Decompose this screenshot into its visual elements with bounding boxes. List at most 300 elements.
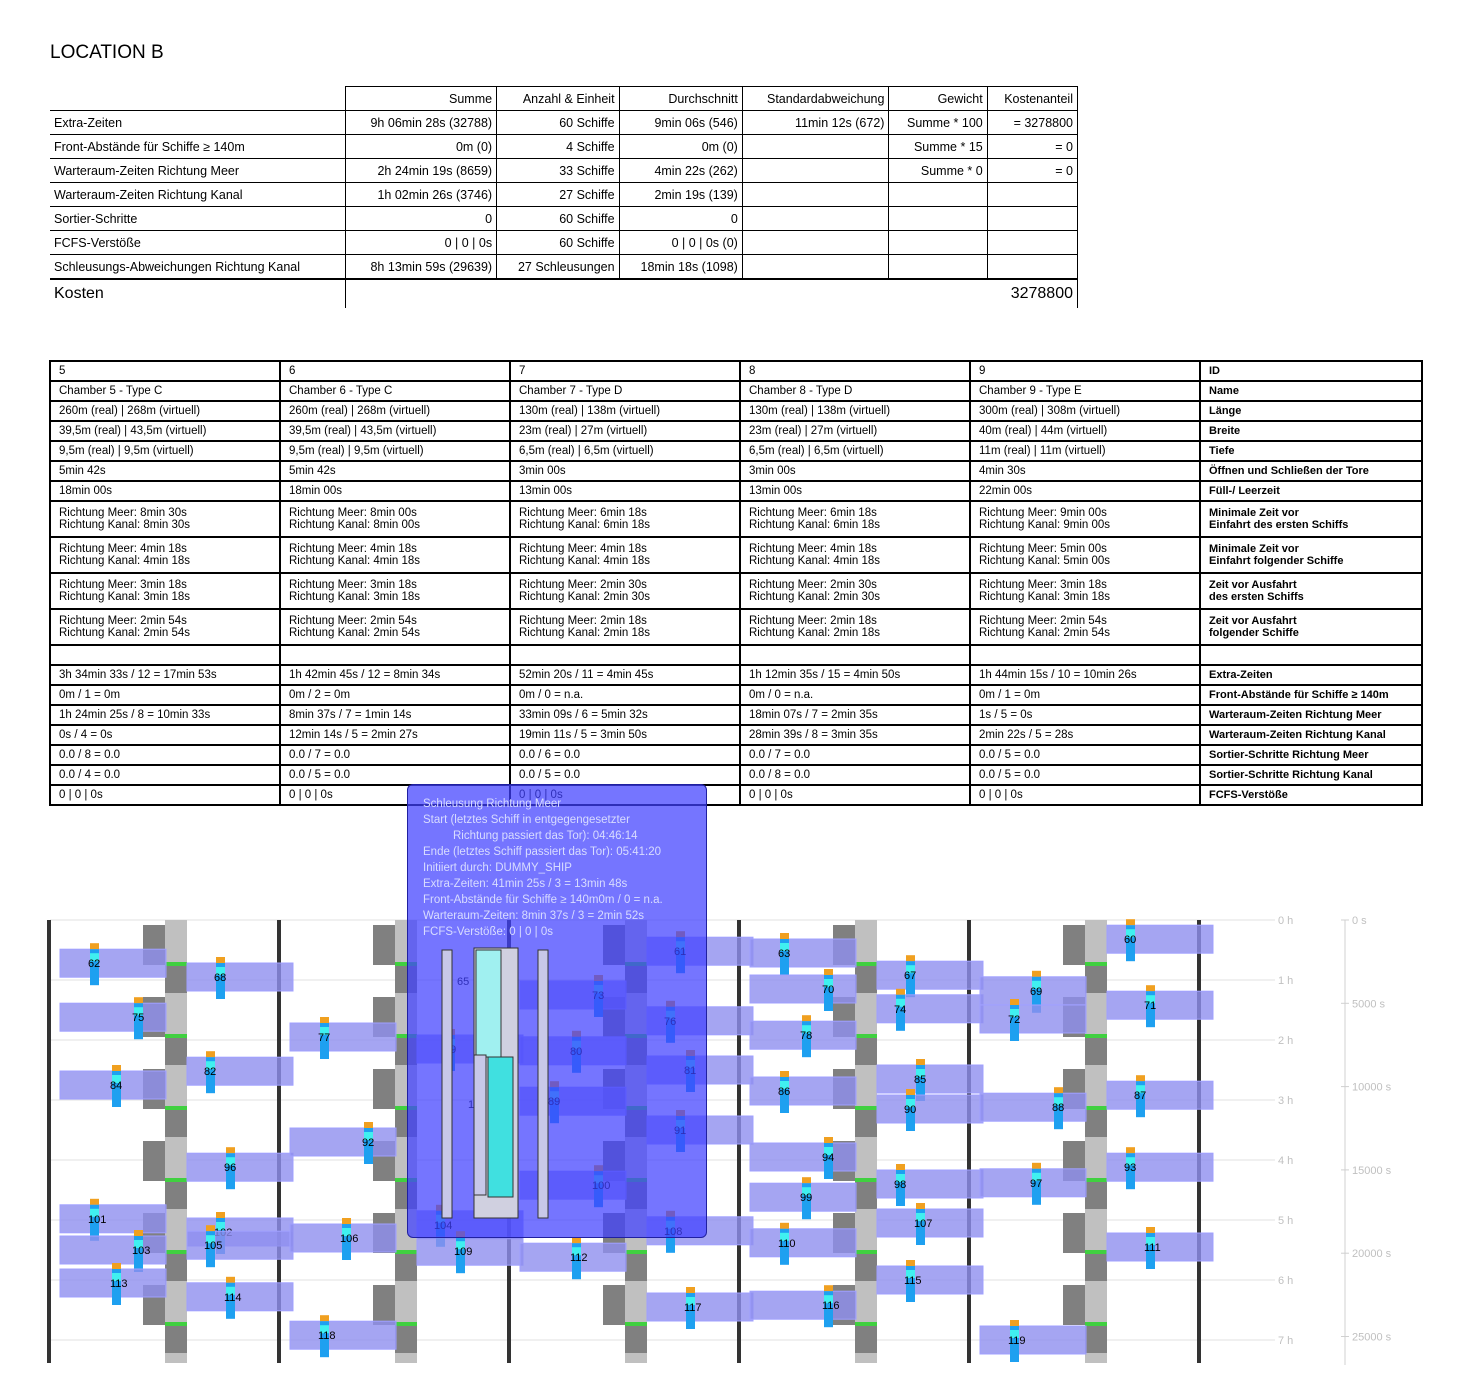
chamber-cell [970, 645, 1200, 665]
chamber-cell: 19min 11s / 5 = 3min 50s [510, 725, 740, 745]
ship-waiting-mark [320, 1315, 329, 1321]
summary-cell: 60 Schiffe [497, 231, 619, 255]
chamber-cell: 130m (real) | 138m (virtuell) [740, 401, 970, 421]
ship-waiting-mark [1010, 1320, 1019, 1326]
ship-lane [877, 961, 983, 989]
lock-green-mark [855, 962, 877, 966]
chamber-cell: 18min 07s / 7 = 2min 35s [740, 705, 970, 725]
ship-id-label: 109 [454, 1246, 473, 1259]
ship-waiting-mark [216, 957, 225, 963]
ship-lane [60, 1205, 166, 1233]
summary-cell: 0 [345, 207, 496, 231]
chamber-divider [1197, 920, 1201, 1363]
chamber-cell: 4min 30s [970, 461, 1200, 481]
seconds-axis-label: 25000 s [1352, 1331, 1392, 1344]
chamber-cell: 22min 00s [970, 481, 1200, 501]
ship-waiting-mark [1146, 985, 1155, 991]
chamber-cell-line: Zeit vor Ausfahrt [1209, 579, 1297, 591]
chamber-cell: 0 | 0 | 0s [280, 785, 510, 805]
lock-green-mark [165, 1178, 187, 1182]
ship-waiting-mark [134, 1230, 143, 1236]
ship-waiting-mark [906, 1260, 915, 1266]
hour-axis-label: 5 h [1278, 1215, 1294, 1227]
chamber-cell-line: Richtung Meer: 6min 18s [749, 507, 877, 519]
ship-lane [877, 1266, 983, 1294]
summary-cell [889, 207, 987, 231]
lock-dark-block [373, 925, 395, 965]
ship-id-label: 97 [1030, 1177, 1043, 1190]
chamber-row-label: FCFS-Verstöße [1200, 785, 1422, 805]
chamber-cell: 9 [970, 361, 1200, 381]
ship-waiting-mark [916, 1059, 925, 1065]
ship-id-label: 119 [1008, 1335, 1026, 1347]
chamber-cell: 28min 39s / 8 = 3min 35s [740, 725, 970, 745]
ship-id-label: 114 [224, 1291, 242, 1304]
chamber-cell-line: Richtung Meer: 3min 18s [59, 579, 187, 591]
chamber-row-label [1200, 537, 1422, 573]
chamber-row-label: Breite [1200, 421, 1422, 441]
lock-green-mark [165, 962, 187, 966]
summary-cell: Schleusungs-Abweichungen Richtung Kanal [50, 255, 345, 280]
chamber-row [50, 745, 1422, 765]
lock-green-mark [625, 1250, 647, 1254]
chamber-cell: 40m (real) | 44m (virtuell) [970, 421, 1200, 441]
tooltip-line: Schleusung Richtung Meer [423, 798, 562, 810]
chamber-cell-line: Richtung Kanal: 5min 00s [979, 555, 1111, 567]
ship-id-label: 96 [224, 1162, 237, 1175]
chamber-cell: 18min 00s [50, 481, 280, 501]
ship-lane [980, 1093, 1086, 1121]
hour-axis-label: 6 h [1278, 1275, 1294, 1287]
chamber-cell: 300m (real) | 308m (virtuell) [970, 401, 1200, 421]
lock-dark-block [1063, 1285, 1085, 1325]
ship-lane [1107, 1153, 1213, 1181]
ship-waiting-mark [112, 1263, 121, 1269]
chamber-cell: 1h 44min 15s / 10 = 10min 26s [970, 665, 1200, 685]
chamber-cell-line: Richtung Kanal: 2min 18s [519, 627, 651, 639]
chamber-cell: 0.0 / 5 = 0.0 [970, 765, 1200, 785]
chamber-row-label: Warteraum-Zeiten Richtung Kanal [1200, 725, 1422, 745]
ship-waiting-mark [1010, 999, 1019, 1005]
ship-lane [750, 939, 856, 967]
summary-cell: Front-Abstände für Schiffe ≥ 140m [50, 135, 345, 159]
summary-header-cell: Anzahl & Einheit [497, 87, 619, 111]
ship-lane [187, 963, 293, 991]
ship-id-label: 87 [1134, 1090, 1147, 1103]
summary-cell: 4min 22s (262) [619, 159, 742, 183]
ship-waiting-mark [1146, 1227, 1155, 1233]
ship-waiting-mark [1054, 1087, 1063, 1093]
chamber-row [50, 765, 1422, 785]
lock-dark-block [1085, 1109, 1107, 1137]
ship-waiting-mark [780, 1223, 789, 1229]
chamber-cell: 23m (real) | 27m (virtuell) [740, 421, 970, 441]
lock-dark-block [165, 1325, 187, 1353]
ship-id-label: 98 [894, 1179, 907, 1191]
ship-waiting-mark [226, 1147, 235, 1153]
chamber-cell-line: Richtung Kanal: 4min 18s [749, 555, 881, 567]
ship-id-label: 93 [1124, 1162, 1137, 1175]
lock-timeline-diagram[interactable] [0, 900, 1470, 1380]
location-title: LOCATION B [50, 42, 164, 63]
summary-header-cell: Durchschnitt [619, 87, 742, 111]
chamber-cell [740, 501, 970, 537]
ship-id-label: 72 [1008, 1014, 1021, 1026]
tooltip-line: Front-Abstände für Schiffe ≥ 140m0m / 0 = n.a. [423, 894, 663, 906]
summary-row [50, 255, 1078, 280]
ship-lane [60, 949, 166, 977]
ship-id-label: 110 [778, 1237, 796, 1250]
chamber-cell: 6,5m (real) | 6,5m (virtuell) [510, 441, 740, 461]
summary-cell: Warteraum-Zeiten Richtung Meer [50, 159, 345, 183]
ship-waiting-mark [226, 1277, 235, 1283]
ship-id-label: 78 [800, 1030, 813, 1043]
summary-cell: 0 [619, 207, 742, 231]
ship-lane [290, 1023, 396, 1051]
ship-id-label: 74 [894, 1003, 907, 1016]
summary-cell: 0 | 0 | 0s (0) [619, 231, 742, 255]
ship-lane [750, 1143, 856, 1171]
summary-row [50, 159, 1078, 183]
ship-id-label: 94 [822, 1152, 835, 1164]
chamber-row [50, 401, 1422, 421]
summary-cell: 33 Schiffe [497, 159, 619, 183]
ship-id-label: 68 [214, 972, 227, 984]
lock-dark-block [165, 965, 187, 993]
chamber-row [50, 537, 1422, 573]
chamber-cell: 18min 00s [280, 481, 510, 501]
tooltip-line: Start (letztes Schiff in entgegengesetzter [423, 814, 630, 826]
summary-cell: 8h 13min 59s (29639) [345, 255, 496, 280]
summary-cell [742, 135, 889, 159]
ship-lane [1107, 1081, 1213, 1109]
chamber-cell: 0.0 / 6 = 0.0 [510, 745, 740, 765]
chamber-cell [50, 501, 280, 537]
ship-waiting-mark [1136, 1075, 1145, 1081]
chamber-cell-line: Richtung Meer: 5min 00s [979, 543, 1107, 555]
chamber-cell: 7 [510, 361, 740, 381]
chamber-divider [47, 920, 51, 1363]
summary-table [50, 86, 1078, 308]
lock-green-mark [1085, 1106, 1107, 1110]
lockage-tooltip [407, 784, 707, 1238]
ship-waiting-mark [686, 1287, 695, 1293]
seconds-axis-label: 20000 s [1352, 1248, 1392, 1261]
chamber-cell: 0.0 / 8 = 0.0 [50, 745, 280, 765]
ship-lane [60, 1003, 166, 1031]
chamber-cell [280, 501, 510, 537]
ship-waiting-mark [206, 1225, 215, 1231]
lock-green-mark [855, 1322, 877, 1326]
summary-cell: 0m (0) [345, 135, 496, 159]
ship-id-label: 117 [684, 1302, 702, 1314]
summary-cell [742, 183, 889, 207]
summary-cell: 9h 06min 28s (32788) [345, 111, 496, 135]
chamber-cell-line: Richtung Kanal: 4min 18s [519, 555, 651, 567]
chamber-cell-line: Richtung Meer: 2min 54s [289, 615, 417, 627]
chamber-cell: 8 [740, 361, 970, 381]
ship-waiting-mark [1032, 971, 1041, 977]
chamber-cell: 1h 12min 35s / 15 = 4min 50s [740, 665, 970, 685]
chamber-cell [280, 609, 510, 645]
chamber-cell: 23m (real) | 27m (virtuell) [510, 421, 740, 441]
chamber-cell-line: des ersten Schiffs [1209, 591, 1304, 603]
summary-cell: 0m (0) [619, 135, 742, 159]
chamber-cell-line: Minimale Zeit vor [1209, 507, 1299, 519]
summary-cell: = 3278800 [987, 111, 1077, 135]
lock-dark-block [855, 1037, 877, 1065]
summary-cell [889, 231, 987, 255]
lock-dark-block [1085, 1325, 1107, 1353]
chamber-cell-line: Richtung Kanal: 9min 00s [979, 519, 1111, 531]
chamber-cell [970, 501, 1200, 537]
chamber-row-label [1200, 609, 1422, 645]
chamber-cell-line: Richtung Meer: 3min 18s [289, 579, 417, 591]
ship-id-label: 118 [318, 1330, 336, 1343]
hour-axis-label: 4 h [1278, 1155, 1294, 1167]
ship-id-label: 84 [110, 1080, 123, 1092]
ship-waiting-mark [90, 1199, 99, 1205]
ship-id-label: 111 [1144, 1242, 1161, 1254]
chamber-cell-line: Richtung Meer: 2min 18s [749, 615, 877, 627]
chamber-cell: 6 [280, 361, 510, 381]
chamber-cell: 6,5m (real) | 6,5m (virtuell) [740, 441, 970, 461]
chamber-cell-line: folgender Schiffe [1209, 627, 1299, 639]
summary-cell [987, 255, 1077, 280]
chamber-cell: 3min 00s [510, 461, 740, 481]
summary-cell: = 0 [987, 135, 1077, 159]
lock-dark-block [165, 1037, 187, 1065]
summary-row [50, 183, 1078, 207]
hour-axis-label: 1 h [1278, 975, 1294, 987]
chamber-cell: 0 | 0 | 0s [740, 785, 970, 805]
chamber-cell: 3h 34min 33s / 12 = 17min 53s [50, 665, 280, 685]
lock-dark-block [1085, 1253, 1107, 1281]
chamber-cell: 0m / 0 = n.a. [510, 685, 740, 705]
ship-waiting-mark [112, 1065, 121, 1071]
lock-green-mark [1085, 1034, 1107, 1038]
chamber-cell [510, 645, 740, 665]
ship-waiting-mark [320, 1017, 329, 1023]
ship-lane [750, 1077, 856, 1105]
ship-lane [980, 1326, 1086, 1354]
chamber-cell: Chamber 9 - Type E [970, 381, 1200, 401]
chamber-cell: 0.0 / 7 = 0.0 [740, 745, 970, 765]
chamber-cell: 130m (real) | 138m (virtuell) [510, 401, 740, 421]
ship-id-label: 99 [800, 1192, 813, 1205]
chamber-row [50, 785, 1422, 805]
summary-cell: 11min 12s (672) [742, 111, 889, 135]
chamber-row [50, 609, 1422, 645]
ship-id-label: 85 [914, 1074, 927, 1086]
chamber-cell-line: Richtung Kanal: 8min 00s [289, 519, 421, 531]
chamber-cell [970, 573, 1200, 609]
lock-dark-block [855, 1253, 877, 1281]
lock-green-mark [1085, 1322, 1107, 1326]
chamber-spacer-row [50, 645, 1422, 665]
summary-row [50, 207, 1078, 231]
hour-axis-label: 3 h [1278, 1095, 1294, 1107]
chamber-cell: 9,5m (real) | 9,5m (virtuell) [50, 441, 280, 461]
chamber-cell [740, 537, 970, 573]
lock-dark-block [373, 1069, 395, 1109]
chamber-cell: 39,5m (real) | 43,5m (virtuell) [50, 421, 280, 441]
summary-cell: FCFS-Verstöße [50, 231, 345, 255]
chamber-cell [50, 573, 280, 609]
summary-cell: Summe * 0 [889, 159, 987, 183]
ship-id-label: 69 [1030, 985, 1043, 998]
ship-lane [750, 975, 856, 1003]
summary-cell: 9min 06s (546) [619, 111, 742, 135]
chamber-cell-line: Richtung Kanal: 6min 18s [749, 519, 881, 531]
chamber-cell: 12min 14s / 5 = 2min 27s [280, 725, 510, 745]
chamber-cell: 1h 42min 45s / 12 = 8min 34s [280, 665, 510, 685]
ship-id-label: 103 [132, 1245, 151, 1257]
chamber-cell-line: Einfahrt folgender Schiffe [1209, 555, 1344, 567]
chamber-cell: 52min 20s / 11 = 4min 45s [510, 665, 740, 685]
ship-lane [980, 1005, 1086, 1033]
chamber-cell [510, 609, 740, 645]
chamber-cell-line: Richtung Meer: 2min 30s [749, 579, 877, 591]
ship-lane [877, 995, 983, 1023]
chamber-row [50, 665, 1422, 685]
chamber-cell: 0m / 0 = n.a. [740, 685, 970, 705]
ship-waiting-mark [896, 1164, 905, 1170]
summary-cell: Warteraum-Zeiten Richtung Kanal [50, 183, 345, 207]
chamber-cell: 1h 24min 25s / 8 = 10min 33s [50, 705, 280, 725]
ship-waiting-mark [206, 1051, 215, 1057]
ship-id-label: 107 [914, 1218, 933, 1230]
chamber-cell: 0 | 0 | 0s [50, 785, 280, 805]
summary-cell [742, 207, 889, 231]
ship-id-label: 92 [362, 1137, 375, 1149]
chamber-cell: 5min 42s [280, 461, 510, 481]
summary-header-cell [50, 87, 345, 111]
ship-lane [1107, 991, 1213, 1019]
chamber-cell [50, 537, 280, 573]
chamber-cell: 11m (real) | 11m (virtuell) [970, 441, 1200, 461]
chamber-cell: Chamber 5 - Type C [50, 381, 280, 401]
ship-waiting-mark [90, 943, 99, 949]
chamber-row-label: Öffnen und Schließen der Tore [1200, 461, 1422, 481]
chamber-cell: 0.0 / 5 = 0.0 [510, 765, 740, 785]
lock-dark-block [625, 1253, 647, 1281]
ship-waiting-mark [1032, 1163, 1041, 1169]
chamber-cell-line: Einfahrt des ersten Schiffs [1209, 519, 1349, 531]
chamber-cell-line: Richtung Kanal: 4min 18s [59, 555, 191, 567]
ship-waiting-mark [824, 1137, 833, 1143]
lock-green-mark [165, 1034, 187, 1038]
chamber-cell: Chamber 6 - Type C [280, 381, 510, 401]
lock-green-mark [395, 1322, 417, 1326]
lock-dark-block [603, 1285, 625, 1325]
chamber-row [50, 481, 1422, 501]
ship-waiting-mark [1126, 1147, 1135, 1153]
chamber-cell: 0.0 / 5 = 0.0 [280, 765, 510, 785]
lock-green-mark [1085, 1250, 1107, 1254]
chamber-row [50, 501, 1422, 537]
chamber-cell-line: Richtung Kanal: 2min 30s [749, 591, 881, 603]
chamber-cell-line: Richtung Meer: 2min 18s [519, 615, 647, 627]
ship-waiting-mark [896, 989, 905, 995]
ship-id-label: 75 [132, 1012, 145, 1025]
chamber-cell-line: Richtung Meer: 6min 18s [519, 507, 647, 519]
chamber-row [50, 685, 1422, 705]
ship-lane [877, 1170, 983, 1198]
chamber-cell-line: Minimale Zeit vor [1209, 543, 1299, 555]
chamber-cell-line: Richtung Meer: 4min 18s [289, 543, 417, 555]
chamber-cell: 0.0 / 8 = 0.0 [740, 765, 970, 785]
chamber-cell-line: Richtung Kanal: 2min 18s [749, 627, 881, 639]
ship-waiting-mark [802, 1015, 811, 1021]
summary-cell: Sortier-Schritte [50, 207, 345, 231]
chamber-cell [740, 573, 970, 609]
chamber-row-label: Tiefe [1200, 441, 1422, 461]
chamber-cell-line: Richtung Kanal: 3min 18s [979, 591, 1111, 603]
chamber-cell-line: Richtung Kanal: 2min 54s [289, 627, 421, 639]
chamber-cell: 5min 42s [50, 461, 280, 481]
lock-dark-block [625, 1325, 647, 1353]
lock-green-mark [1085, 962, 1107, 966]
lock-dark-block [855, 1181, 877, 1209]
seconds-axis-label: 0 s [1352, 915, 1367, 927]
ship-id-label: 115 [904, 1275, 922, 1287]
chamber-cell-line: Richtung Meer: 4min 18s [749, 543, 877, 555]
summary-cell: 2h 24min 19s (8659) [345, 159, 496, 183]
chamber-cell: 39,5m (real) | 43,5m (virtuell) [280, 421, 510, 441]
chamber-cell: 0.0 / 4 = 0.0 [50, 765, 280, 785]
chamber-cell-line: Richtung Meer: 8min 00s [289, 507, 417, 519]
ship-id-label: 86 [778, 1086, 791, 1098]
ship-waiting-mark [906, 955, 915, 961]
tooltip-line: Initiiert durch: DUMMY_SHIP [423, 862, 572, 874]
lock-dark-block [165, 1181, 187, 1209]
lock-dark-block [395, 1325, 417, 1353]
ship-id-label: 63 [778, 948, 791, 960]
chamber-row [50, 725, 1422, 745]
chamber-cell: 5 [50, 361, 280, 381]
ship-id-label: 90 [904, 1104, 917, 1116]
chamber-row-label [1200, 501, 1422, 537]
chamber-cell [50, 645, 280, 665]
chamber-cell: 260m (real) | 268m (virtuell) [50, 401, 280, 421]
summary-header-cell: Gewicht [889, 87, 987, 111]
ship-waiting-mark [1126, 919, 1135, 925]
tooltip-line: Ende (letztes Schiff passiert das Tor): 05:41:20 [423, 846, 662, 858]
chamber-cell: 33min 09s / 6 = 5min 32s [510, 705, 740, 725]
chamber-cell-line: Richtung Meer: 8min 30s [59, 507, 187, 519]
chamber-cell [970, 609, 1200, 645]
ship-waiting-mark [780, 933, 789, 939]
chamber-cell [280, 573, 510, 609]
ship-lane [750, 1229, 856, 1257]
chamber-row-label: Sortier-Schritte Richtung Kanal [1200, 765, 1422, 785]
chamber-row-label: Füll-/ Leerzeit [1200, 481, 1422, 501]
chamber-row-label: Sortier-Schritte Richtung Meer [1200, 745, 1422, 765]
summary-cell [742, 231, 889, 255]
chamber-row [50, 573, 1422, 609]
chamber-row [50, 421, 1422, 441]
summary-row [50, 231, 1078, 255]
seconds-axis-label: 10000 s [1352, 1081, 1392, 1094]
chamber-cell: 2min 22s / 5 = 28s [970, 725, 1200, 745]
lock-dark-block [855, 965, 877, 993]
chamber-cell [50, 609, 280, 645]
chamber-row [50, 381, 1422, 401]
chamber-cell-line: Richtung Kanal: 3min 18s [289, 591, 421, 603]
chamber-row-label: Warteraum-Zeiten Richtung Meer [1200, 705, 1422, 725]
total-cost-label: Kosten [50, 279, 345, 308]
